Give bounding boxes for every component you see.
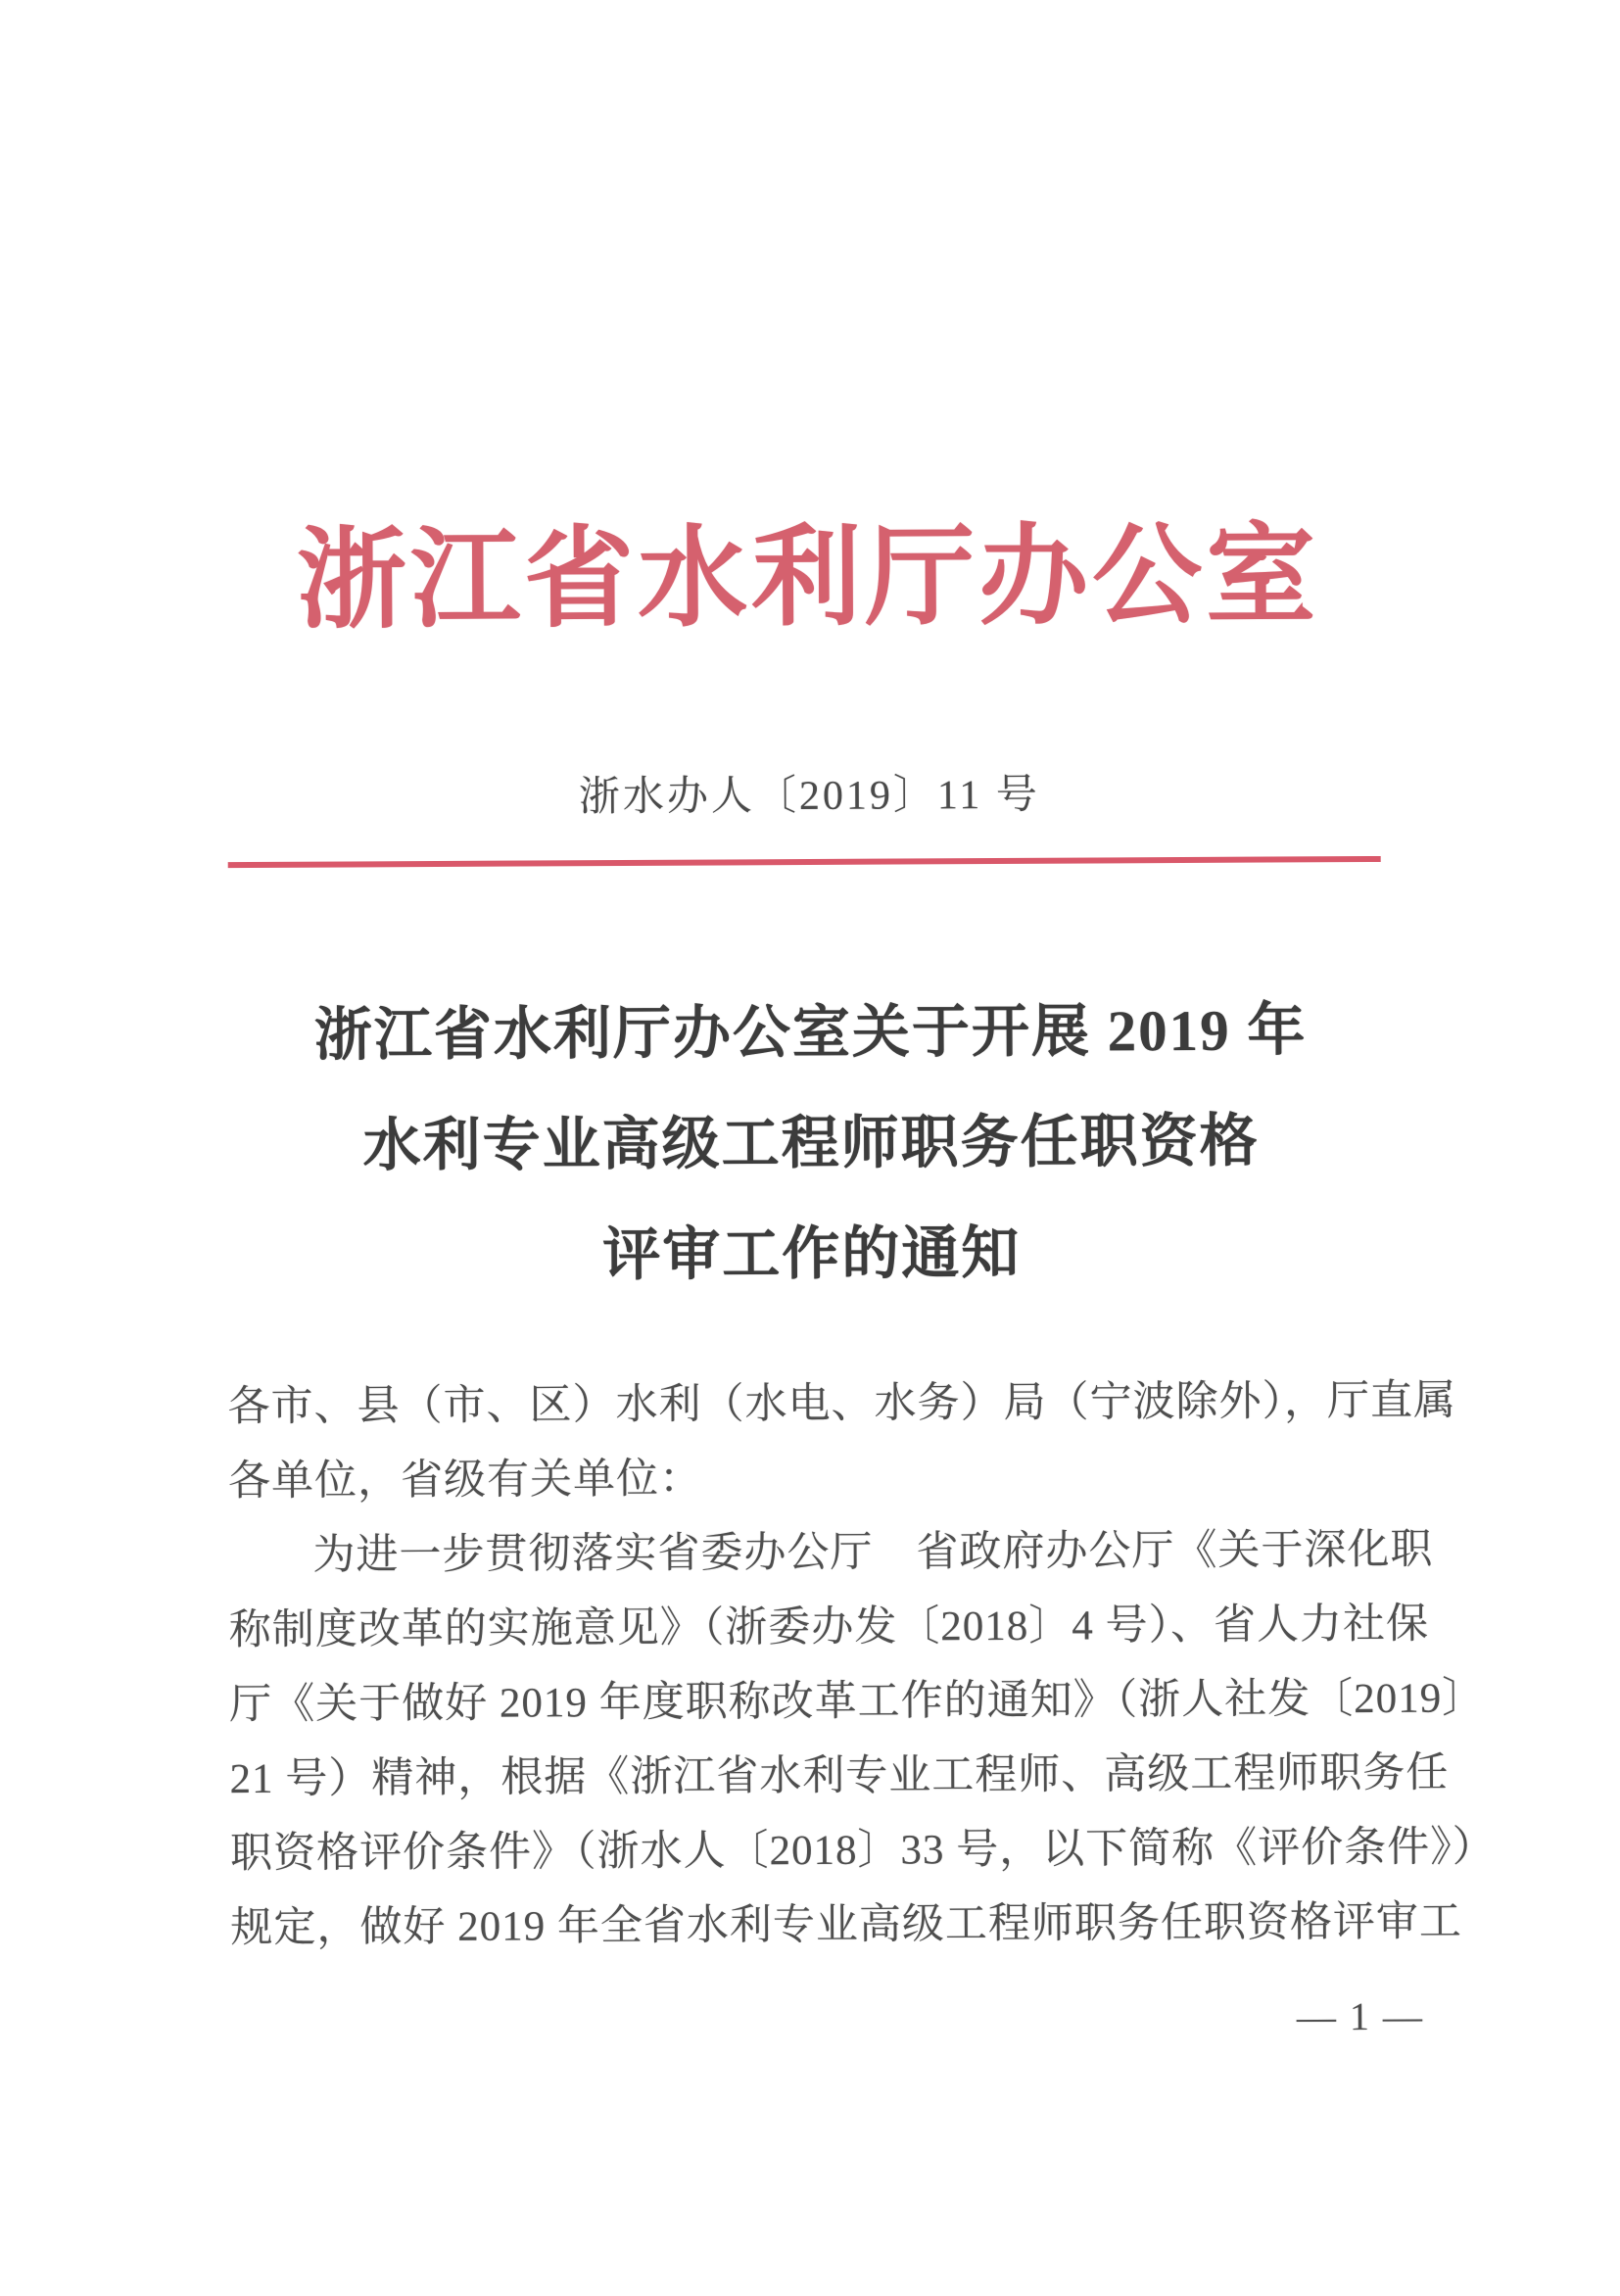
body-line: 规定，做好 2019 年全省水利专业高级工程师职务任职资格评审工 xyxy=(230,1898,1463,1952)
page-number: — 1 — xyxy=(1296,1993,1425,2039)
body-line: 厅《关于做好 2019 年度职称改革工作的通知》（浙人社发〔2019〕 xyxy=(229,1675,1486,1729)
document-title xyxy=(0,974,1620,1315)
salutation-line: 各单位，省级有关单位： xyxy=(227,1456,703,1506)
body-line: 职资格评价条件》（浙水人〔2018〕33 号，以下简称《评价条件》） xyxy=(229,1824,1496,1878)
document-title-line: 浙江省水利厅办公室关于开展 2019 年 xyxy=(313,997,1308,1068)
agency-masthead: 浙江省水利厅办公室 xyxy=(296,515,1320,643)
body-line: 为进一步贯彻落实省委办公厅 省政府办公厅《关于深化职 xyxy=(312,1526,1434,1579)
document-title-line: 水利专业高级工程师职务任职资格 xyxy=(362,1108,1260,1178)
red-divider-line xyxy=(228,856,1381,868)
body-line: 21 号）精神，根据《浙江省水利专业工程师、高级工程师职务任 xyxy=(229,1749,1450,1803)
document-reference-number: 浙水办人〔2019〕11 号 xyxy=(578,772,1040,821)
body-line: 称制度改革的实施意见》（浙委办发〔2018〕4 号）、省人力社保 xyxy=(228,1601,1430,1654)
document-title-line: 评审工作的通知 xyxy=(602,1220,1022,1288)
document-body xyxy=(227,1363,1496,1966)
salutation-line: 各市、县（市、区）水利（水电、水务）局（宁波除外），厅直属 xyxy=(227,1377,1457,1431)
